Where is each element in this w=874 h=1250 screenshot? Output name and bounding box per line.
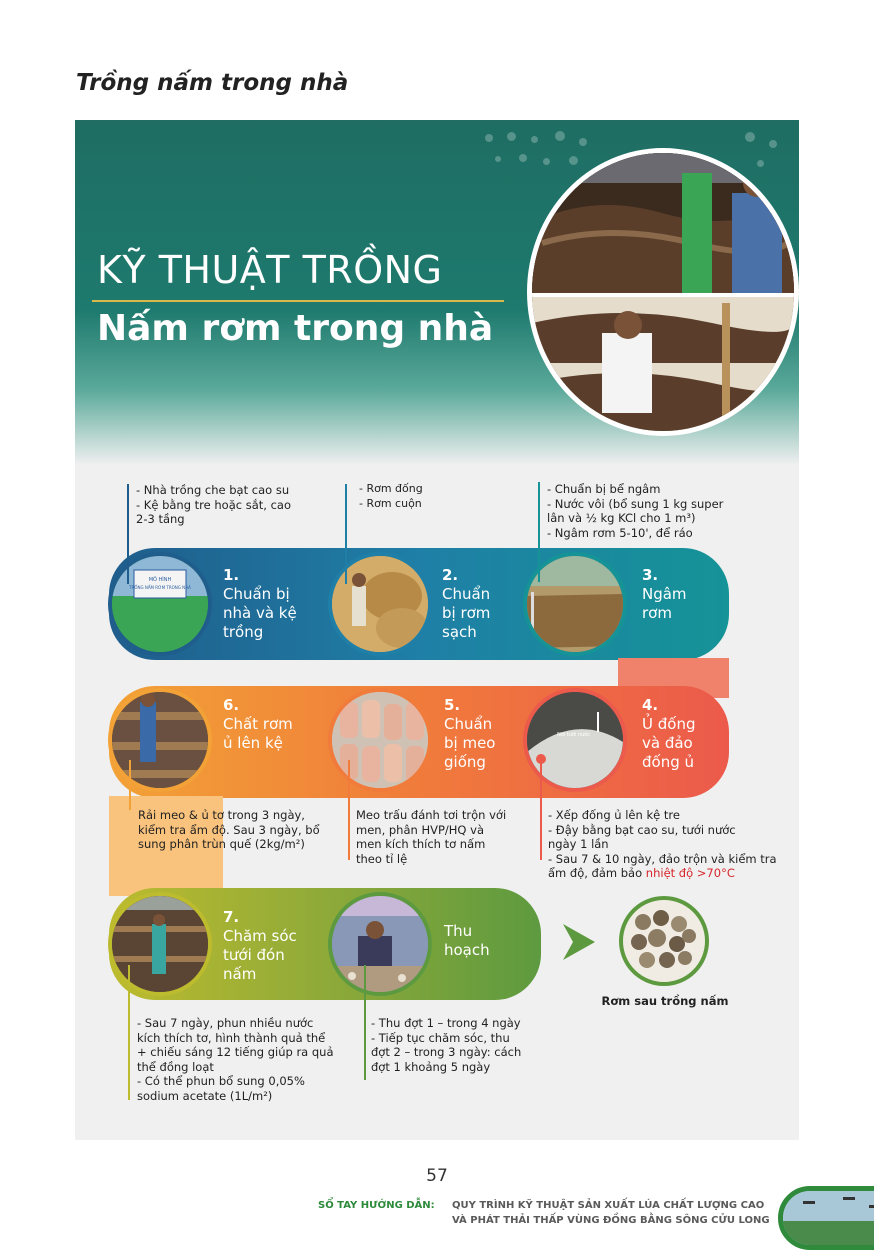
step4-note: [548, 808, 798, 881]
note-line: lân và ½ kg KCl cho 1 m³): [547, 511, 696, 525]
spent-straw-photo: [619, 896, 709, 986]
step6-label-line: Chất rơm: [223, 715, 293, 733]
harvest-photo: [328, 892, 432, 996]
step3-label-line: rơm: [642, 604, 672, 622]
footer-drone-photo: [778, 1186, 874, 1250]
harvest-label-line: hoạch: [444, 941, 490, 959]
note-line: - Xếp đống ủ lên kệ tre: [548, 808, 680, 822]
note-line: sodium acetate (1L/m²): [137, 1088, 273, 1103]
step3-pointer-line: [538, 482, 540, 582]
note-line: Meo trấu đánh tơi trộn với: [356, 808, 507, 822]
step7-pointer-line: [128, 965, 130, 1100]
step4-photo: [523, 688, 627, 792]
step6-label: [223, 696, 293, 753]
step2-number: 2.: [442, 566, 459, 584]
step5-label-line: bị meo: [444, 734, 496, 752]
note-line: - Nhà trồng che bạt cao su: [136, 483, 290, 497]
step7-label-line: tưới đón: [223, 946, 285, 964]
footer-label: SỔ TAY HƯỚNG DẪN:: [318, 1200, 435, 1211]
footer-title-line1: QUY TRÌNH KỸ THUẬT SẢN XUẤT LÚA CHẤT LƯỢNG CAO: [452, 1200, 765, 1211]
footer-title-line2: VÀ PHÁT THẢI THẤP VÙNG ĐỒNG BẰNG SÔNG CỬU LONG: [452, 1215, 770, 1226]
sign-line-1: MÔ HÌNH: [148, 577, 172, 583]
harvest-label-line: Thu: [444, 922, 473, 940]
step3-number: 3.: [642, 566, 659, 584]
note-line: men, phân HVP/HQ và: [356, 822, 484, 837]
step2-label-line: Chuẩn: [442, 585, 491, 603]
step6-photo: [108, 688, 212, 792]
step3-note: [547, 482, 747, 540]
step1-label-line: nhà và kệ: [223, 604, 297, 622]
note-line: [548, 866, 798, 881]
step1-note: [136, 483, 306, 527]
step2-label-line: bị rơm: [442, 604, 491, 622]
note-line: đợt 2 – trong 3 ngày: cách: [371, 1045, 522, 1059]
note-line: - Nước vôi (bổ sung 1 kg super: [547, 496, 724, 511]
note-line: - Đậy bằng bạt cao su, tưới nước: [548, 822, 736, 837]
step6-note: [138, 808, 338, 852]
note-line: - Chuẩn bị bể ngâm: [547, 482, 661, 496]
photo-caption: Nơi tưới nước: [557, 732, 591, 738]
step5-label-line: Chuẩn: [444, 715, 493, 733]
step4-label-line: đống ủ: [642, 753, 695, 771]
step1-label-line: Chuẩn bị: [223, 585, 290, 603]
step4-number: 4.: [642, 696, 659, 714]
note-line: - Thu đợt 1 – trong 4 ngày: [371, 1016, 521, 1030]
note-line: - Rơm đống: [359, 482, 423, 495]
poster-subtitle: Nấm rơm trong nhà: [97, 308, 494, 349]
note-line: theo tỉ lệ: [356, 851, 408, 866]
step5-label-line: giống: [444, 753, 486, 771]
step7-label-line: Chăm sóc: [223, 927, 297, 945]
step7-label: [223, 908, 297, 984]
step5-photo: [328, 688, 432, 792]
infographic-poster: [75, 120, 799, 1140]
step1-number: 1.: [223, 566, 240, 584]
note-line: - Sau 7 ngày, phun nhiều nước: [137, 1016, 314, 1030]
step6-pointer-line: [129, 760, 131, 810]
note-line: - Ngâm rơm 5-10', để ráo: [547, 525, 693, 540]
poster-title: KỸ THUẬT TRỒNG: [97, 248, 443, 292]
step2-label: [442, 566, 490, 642]
note-line: ngày 1 lần: [548, 837, 609, 851]
sign-line-2: TRỒNG NẤM RƠM TRONG NHÀ: [129, 585, 191, 590]
note-line: - Có thể phun bổ sung 0,05%: [137, 1074, 305, 1088]
step4-label-line: Ủ đống: [642, 715, 696, 733]
step4-pointer-line: [540, 760, 542, 860]
step2-pointer-line: [345, 484, 347, 584]
header-photo-circle: [527, 148, 799, 436]
note-line: - Rơm cuộn: [359, 496, 422, 510]
step3-label: [642, 566, 687, 623]
chevron-right-icon: [561, 922, 597, 962]
title-divider: [92, 300, 504, 302]
step5-label: [444, 696, 495, 772]
page-number: 57: [426, 1166, 448, 1186]
harvest-note: [371, 1016, 541, 1074]
page-heading: Trồng nấm trong nhà: [76, 70, 349, 96]
note-line: - Tiếp tục chăm sóc, thu: [371, 1030, 510, 1045]
step4-label-line: và đảo: [642, 734, 693, 752]
note-line: kích thích tơ, hình thành quả thể: [137, 1030, 326, 1045]
note-line: - Sau 7 & 10 ngày, đảo trộn và kiểm tra: [548, 851, 777, 866]
step2-photo: [328, 552, 432, 656]
step5-pointer-line: [348, 760, 350, 860]
note-line: Rải meo & ủ tơ trong 3 ngày,: [138, 808, 305, 822]
step4-label: [642, 696, 695, 772]
note-line: sung phân trùn quế (2kg/m²): [138, 837, 305, 851]
temperature-highlight: nhiệt độ >70°C: [645, 866, 735, 880]
step7-number: 7.: [223, 908, 240, 926]
step1-pointer-line: [127, 484, 129, 584]
step7-note: [137, 1016, 347, 1103]
step5-note: [356, 808, 531, 866]
step2-label-line: sạch: [442, 623, 477, 641]
step7-photo: [108, 892, 212, 996]
note-line: thể đồng loạt: [137, 1059, 214, 1074]
note-line: kiểm tra ẩm độ. Sau 3 ngày, bổ: [138, 822, 320, 837]
step2-note: [359, 482, 499, 511]
note-line: 2-3 tầng: [136, 512, 185, 526]
note-line: đợt 1 khoảng 5 ngày: [371, 1059, 491, 1074]
note-text: ẩm độ, đảm bảo: [548, 866, 646, 880]
step3-label-line: Ngâm: [642, 585, 687, 603]
spent-straw-caption: Rơm sau trồng nấm: [601, 994, 729, 1008]
step1-label: [223, 566, 297, 642]
note-line: - Kệ bằng tre hoặc sắt, cao: [136, 497, 291, 512]
note-line: men kích thích tơ nấm: [356, 837, 486, 851]
note-line: + chiếu sáng 12 tiếng giúp ra quả: [137, 1045, 334, 1059]
harvest-pointer-line: [364, 965, 366, 1080]
step6-number: 6.: [223, 696, 240, 714]
header-photo: [532, 153, 794, 431]
harvest-label: [444, 922, 490, 960]
step1-photo: [108, 552, 212, 656]
step6-label-line: ủ lên kệ: [223, 734, 283, 752]
step1-label-line: trồng: [223, 623, 264, 641]
step7-label-line: nấm: [223, 965, 257, 983]
step5-number: 5.: [444, 696, 461, 714]
